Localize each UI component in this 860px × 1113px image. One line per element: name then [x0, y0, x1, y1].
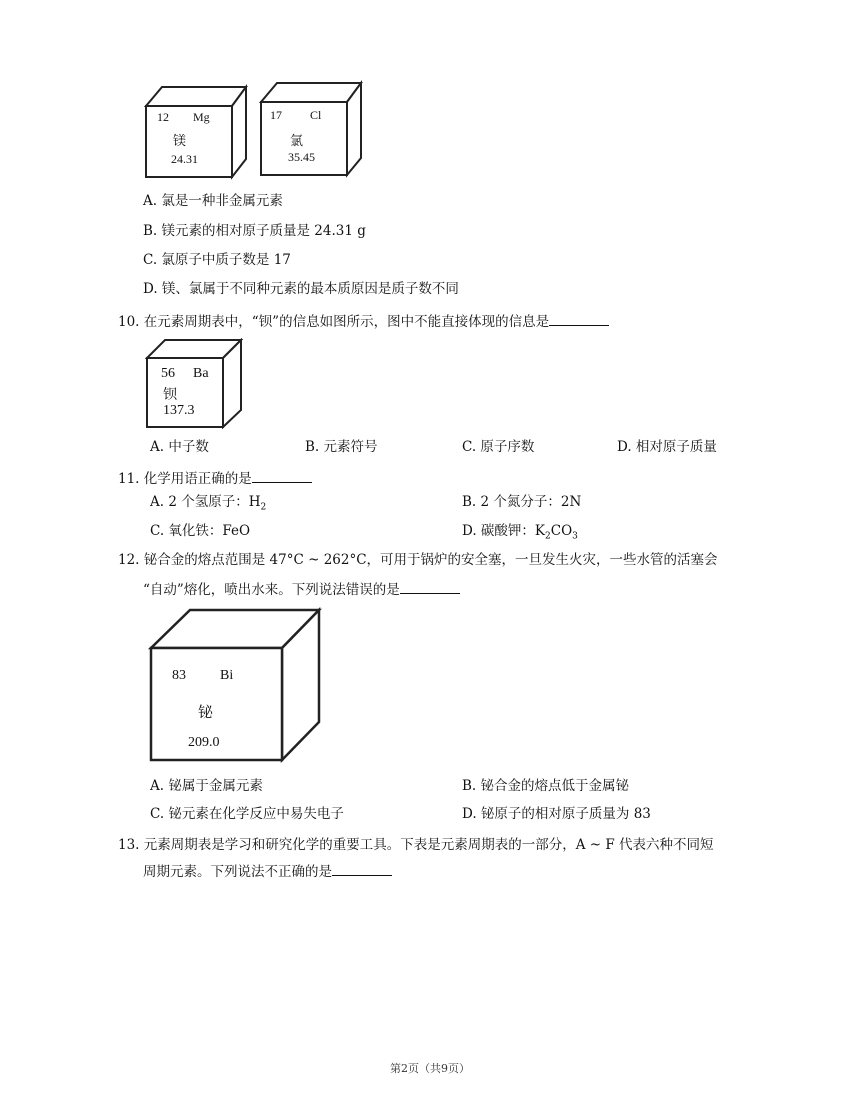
q9-option-c: C. 氯原子中质子数是 17 [143, 252, 291, 268]
q12-stem-text: “自动”熔化，喷出水来。下列说法错误的是 [143, 582, 400, 598]
q11-option-b-text: B. 2 个氮分子：2N [462, 494, 582, 510]
cube-outline [148, 607, 322, 763]
q10-stem-text: 10. 在元素周期表中，“钡”的信息如图所示，图中不能直接体现的信息是 [118, 314, 550, 330]
element-name: 钡 [163, 388, 177, 403]
q9-option-d: D. 镁、氯属于不同种元素的最本质原因是质子数不同 [143, 281, 459, 297]
q12-stem-line1: 12. 铋合金的熔点范围是 47°C ~ 262°C，可用于锅炉的安全塞，一旦发生火灾，一些水管的活塞会 [118, 552, 718, 568]
q11-option-b [462, 493, 581, 511]
q12-option-b: B. 铋合金的熔点低于金属铋 [462, 778, 630, 794]
element-name: 氯 [290, 133, 304, 148]
element-symbol: Ba [193, 366, 209, 381]
subscript: 3 [572, 531, 578, 542]
element-name: 镁 [173, 133, 187, 148]
page-footer: 第2页（共9页） [390, 1062, 470, 1075]
element-name: 铋 [198, 705, 214, 721]
atomic-number: 56 [161, 366, 175, 381]
q10-option-c: C. 原子序数 [462, 439, 535, 455]
q10-option-a: A. 中子数 [150, 439, 209, 455]
q11-option-d-text: D. 碳酸钾：K [462, 523, 546, 539]
q11-option-c-text: C. 氧化铁：FeO [150, 523, 251, 539]
element-card-cl [258, 80, 364, 178]
subscript: 2 [260, 502, 267, 513]
atomic-mass: 209.0 [188, 735, 220, 750]
q10-option-d: D. 相对原子质量 [617, 439, 717, 455]
element-card-mg [143, 84, 249, 180]
q12-option-c: C. 铋元素在化学反应中易失电子 [150, 806, 344, 822]
q13-stem-line2 [143, 861, 392, 881]
q12-stem-line2 [143, 579, 460, 599]
answer-blank [400, 579, 460, 594]
atomic-mass: 24.31 [171, 152, 198, 166]
q10-option-b: B. 元素符号 [305, 439, 378, 455]
formula-part: CO [550, 523, 573, 539]
element-symbol: Mg [193, 110, 210, 124]
q12-option-a: A. 铋属于金属元素 [150, 778, 263, 794]
atomic-mass: 137.3 [163, 403, 195, 418]
subscript: 2 [545, 531, 551, 542]
q11-option-a-text: A. 2 个氢原子：H [150, 494, 261, 510]
q11-stem [118, 468, 312, 488]
answer-blank [252, 468, 312, 483]
q10-stem [118, 311, 609, 331]
element-card-bi [148, 607, 322, 763]
q11-option-c [150, 522, 250, 540]
element-symbol: Cl [310, 108, 322, 122]
q9-option-a: A. 氯是一种非金属元素 [143, 193, 283, 209]
q12-option-d: D. 铋原子的相对原子质量为 83 [462, 806, 651, 822]
atomic-number: 17 [270, 108, 282, 122]
q13-stem-line1: 13. 元素周期表是学习和研究化学的重要工具。下表是元素周期表的一部分，A ~ F 代表六种不同短 [118, 837, 714, 853]
q11-option-a [150, 493, 266, 517]
atomic-number: 83 [172, 668, 186, 683]
answer-blank [332, 861, 392, 876]
atomic-mass: 35.45 [288, 150, 315, 164]
q11-option-d [462, 522, 578, 546]
element-card-ba [145, 338, 243, 430]
q13-stem-text: 周期元素。下列说法不正确的是 [143, 864, 332, 880]
element-symbol: Bi [220, 668, 234, 683]
q11-stem-text: 11. 化学用语正确的是 [118, 471, 252, 487]
q9-option-b: B. 镁元素的相对原子质量是 24.31 g [143, 223, 366, 239]
atomic-number: 12 [157, 110, 169, 124]
answer-blank [549, 311, 609, 326]
